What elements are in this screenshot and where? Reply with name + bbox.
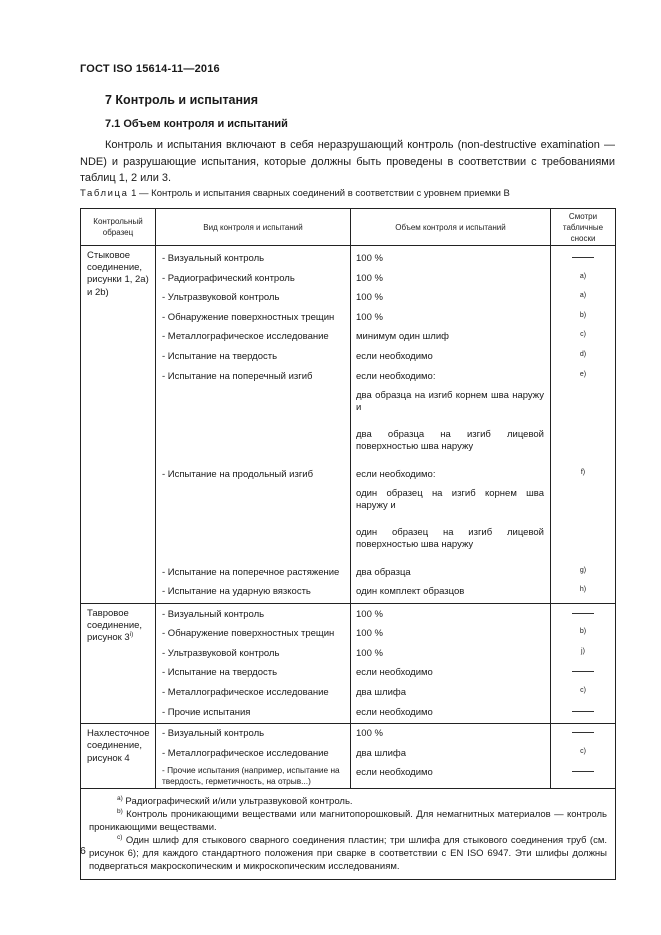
control-volume-text: 100 % <box>356 253 383 264</box>
footnote-reference <box>551 368 615 388</box>
control-type <box>162 725 346 745</box>
footnote-reference <box>551 745 615 765</box>
control-volume <box>356 466 544 486</box>
footnotes-row <box>81 789 616 880</box>
footnote-mark: j) <box>581 647 585 655</box>
footnote <box>89 834 607 873</box>
dash-mark <box>572 711 594 712</box>
control-type <box>162 250 346 270</box>
control-volume-text: один комплект образцов <box>356 586 465 598</box>
control-volume <box>356 645 544 665</box>
control-volume <box>356 764 544 788</box>
control-volume-text: 100 % <box>356 647 383 659</box>
control-volume-text: если необходимо <box>356 667 433 679</box>
footnote-mark: a) <box>579 272 587 280</box>
control-type <box>162 309 346 329</box>
footnote-reference <box>551 309 615 329</box>
table-row <box>81 246 616 604</box>
control-volume-cell <box>351 724 551 789</box>
footnote-mark: h) <box>579 586 587 594</box>
control-volume-text: один образец на изгиб лицевой поверхностью шва наружу <box>356 527 544 551</box>
table-row <box>81 724 616 789</box>
dash-mark <box>572 613 594 614</box>
footnote-mark: d) <box>579 350 587 358</box>
intro-line: таблиц 1, 2 или 3. <box>80 172 172 184</box>
footnote-reference <box>551 485 615 524</box>
footnote-text: Радиографический и/или ультразвуковой контроль. <box>122 796 353 808</box>
control-volume <box>356 583 544 603</box>
control-type-text: - Испытание на твердость <box>162 350 278 362</box>
control-type-cell <box>156 603 351 724</box>
note-cell <box>551 724 616 789</box>
control-type-text: - Прочие испытания (например, испытание на твердость, герметичность, на отрыв...) <box>162 765 340 787</box>
control-volume-text: 100 % <box>356 728 383 740</box>
control-type-text: - Радиографический контроль <box>162 272 295 284</box>
inspection-table <box>80 208 616 880</box>
intro-paragraph <box>80 137 615 187</box>
footnote-mark: f) <box>580 468 586 476</box>
control-type-text: - Испытание на ударную вязкость <box>162 586 311 598</box>
control-type-text: - Обнаружение поверхностных трещин <box>162 311 335 323</box>
control-volume-text: два образца на изгиб корнем шва наружу и <box>356 390 544 414</box>
note-cell <box>551 246 616 604</box>
header-type: Вид контроля и испытаний <box>156 209 351 246</box>
footnote-reference <box>551 289 615 309</box>
footnote-mark: c) <box>580 687 586 695</box>
control-volume-text: если необходимо <box>356 767 433 779</box>
sample-cell <box>81 246 156 604</box>
control-type-text: - Испытание на продольный изгиб <box>162 468 314 480</box>
control-volume <box>356 485 544 524</box>
control-volume <box>356 684 544 704</box>
header-volume: Объем контроля и испытаний <box>351 209 551 246</box>
control-type <box>162 664 346 684</box>
control-type <box>162 289 346 309</box>
control-type-text: - Визуальный контроль <box>162 728 265 740</box>
dash-mark <box>572 732 594 733</box>
footnote-reference <box>551 645 615 665</box>
control-type <box>162 368 346 388</box>
control-volume <box>356 625 544 645</box>
footnote-text: Контроль проникающими веществами или магнитопорошковый. Для немагнитных материалов — контроль проникающими веществами. <box>89 809 607 834</box>
dash-mark <box>572 257 594 258</box>
intro-line: Контроль и испытания включают в себя неразрушающий контроль (non-destructive examination — <box>105 139 615 151</box>
footnote-reference <box>551 466 615 486</box>
control-volume <box>356 368 544 388</box>
control-type <box>162 745 346 765</box>
control-type <box>162 704 346 724</box>
footnote-mark: c) <box>580 331 586 339</box>
footnote <box>89 808 607 834</box>
footnote-reference <box>551 387 615 426</box>
control-volume <box>356 606 544 626</box>
footnote-reference <box>551 606 615 626</box>
control-type-text: - Испытание на твердость <box>162 667 278 679</box>
control-type <box>162 764 346 788</box>
control-type <box>162 684 346 704</box>
section-title: 7 Контроль и испытания <box>105 93 259 107</box>
control-volume <box>356 564 544 584</box>
control-type-text: - Ультразвуковой контроль <box>162 647 280 659</box>
footnote-mark: a) <box>579 292 587 300</box>
control-type-text: - Визуальный контроль <box>162 253 265 264</box>
control-type-text: - Испытание на поперечное растяжение <box>162 566 340 578</box>
control-volume-text: 100 % <box>356 311 383 323</box>
control-volume-text: минимум один шлиф <box>356 331 449 343</box>
control-type <box>162 348 346 368</box>
sample-cell <box>81 724 156 789</box>
control-volume <box>356 664 544 684</box>
control-type-cell <box>156 246 351 604</box>
control-volume <box>356 348 544 368</box>
control-volume-text: 100 % <box>356 608 383 620</box>
control-type <box>162 426 346 465</box>
control-volume <box>356 270 544 290</box>
sample-label: Стыковое соединение, рисунки 1, 2а) и 2b) <box>87 250 149 298</box>
table-caption <box>80 188 510 199</box>
sample-cell <box>81 603 156 724</box>
control-type-text: - Прочие испытания <box>162 706 251 718</box>
control-volume <box>356 309 544 329</box>
control-type <box>162 524 346 563</box>
control-type-cell <box>156 724 351 789</box>
footnote-mark: c) <box>580 747 586 755</box>
control-type <box>162 387 346 426</box>
control-volume-text: 100 % <box>356 292 383 304</box>
table-header-row <box>81 209 616 246</box>
control-volume-text: 100 % <box>356 628 383 640</box>
footnote-mark: g) <box>579 566 587 574</box>
control-volume <box>356 725 544 745</box>
intro-line: NDE) и разрушающие испытания, которые должны быть проведены в соответствии с требованиями <box>80 155 615 168</box>
control-volume-cell <box>351 603 551 724</box>
control-volume <box>356 426 544 465</box>
footnote-reference <box>551 725 615 745</box>
control-volume-text: 100 % <box>356 272 383 284</box>
control-type-text: - Обнаружение поверхностных трещин <box>162 628 335 640</box>
control-volume <box>356 704 544 724</box>
control-volume-text: два шлифа <box>356 687 406 699</box>
table-caption-prefix: Таблица <box>80 188 129 199</box>
control-type <box>162 328 346 348</box>
control-type <box>162 485 346 524</box>
footnotes-cell <box>81 789 616 880</box>
page-number: 6 <box>80 845 86 857</box>
control-volume-text: если необходимо <box>356 350 433 362</box>
control-volume <box>356 387 544 426</box>
control-type-text: - Ультразвуковой контроль <box>162 292 280 304</box>
footnote-reference <box>551 426 615 465</box>
note-cell <box>551 603 616 724</box>
footnote-reference <box>551 328 615 348</box>
footnote-text: Один шлиф для стыкового сварного соединения пластин; три шлифа для стыкового соединения труб (см. рисунок 6); для каждого стандартного положения при сварке в соответствии с EN ISO 6947. Эти шлифы должны подвергаться макроскопическим и микроскопическим исследованиям. <box>89 835 607 873</box>
footnote-mark: b) <box>117 808 123 816</box>
footnote-reference <box>551 250 615 270</box>
control-type-text: - Металлографическое исследование <box>162 747 329 759</box>
subsection-title: 7.1 Объем контроля и испытаний <box>105 118 288 130</box>
control-volume-text: если необходимо: <box>356 370 436 382</box>
footnote-reference <box>551 348 615 368</box>
footnote-reference <box>551 564 615 584</box>
document-header: ГОСТ ISO 15614-11—2016 <box>80 63 220 75</box>
header-notes: Смотри табличные сноски <box>551 209 616 246</box>
control-volume-text: два шлифа <box>356 747 406 759</box>
control-type <box>162 564 346 584</box>
footnote-mark: e) <box>579 370 587 378</box>
footnote-reference <box>551 704 615 724</box>
control-volume-cell <box>351 246 551 604</box>
table-caption-text: 1 — Контроль и испытания сварных соединений в соответствии с уровнем приемки В <box>128 188 510 199</box>
footnote-mark: b) <box>579 628 587 636</box>
footnote-reference <box>551 664 615 684</box>
control-type <box>162 466 346 486</box>
control-volume <box>356 289 544 309</box>
control-type <box>162 270 346 290</box>
control-volume-text: два образца <box>356 566 411 578</box>
control-type <box>162 645 346 665</box>
control-type-text: - Испытание на поперечный изгиб <box>162 370 313 382</box>
dash-mark <box>572 671 594 672</box>
sample-label: Нахлесточное соединение, рисунок 4 <box>87 728 150 764</box>
footnote-reference <box>551 583 615 603</box>
sample-label: Тавровое соединение, рисунок 3 <box>87 607 143 644</box>
control-type-text: - Визуальный контроль <box>162 608 265 620</box>
control-volume <box>356 328 544 348</box>
footnote-reference <box>551 270 615 290</box>
control-type-text: - Металлографическое исследование <box>162 331 329 343</box>
footnote <box>89 795 607 808</box>
footnote-mark: c) <box>117 834 123 842</box>
header-sample: Контрольный образец <box>81 209 156 246</box>
sample-footnote-mark: i) <box>129 630 134 638</box>
footnote-mark: b) <box>579 311 587 319</box>
control-volume-text: если необходимо <box>356 706 433 718</box>
footnote-mark: a) <box>117 795 123 803</box>
control-volume <box>356 745 544 765</box>
footnote-reference <box>551 524 615 563</box>
control-type <box>162 625 346 645</box>
table-row <box>81 603 616 724</box>
control-volume-text: два образца на изгиб лицевой поверхностью шва наружу <box>356 429 544 453</box>
control-volume <box>356 524 544 563</box>
control-volume-text: один образец на изгиб корнем шва наружу и <box>356 488 544 512</box>
control-volume <box>356 250 544 270</box>
dash-mark <box>572 771 594 772</box>
control-volume-text: если необходимо: <box>356 468 436 480</box>
footnote-reference <box>551 625 615 645</box>
footnote-reference <box>551 684 615 704</box>
control-type <box>162 583 346 603</box>
control-type-text: - Металлографическое исследование <box>162 687 329 699</box>
control-type <box>162 606 346 626</box>
footnote-reference <box>551 764 615 788</box>
